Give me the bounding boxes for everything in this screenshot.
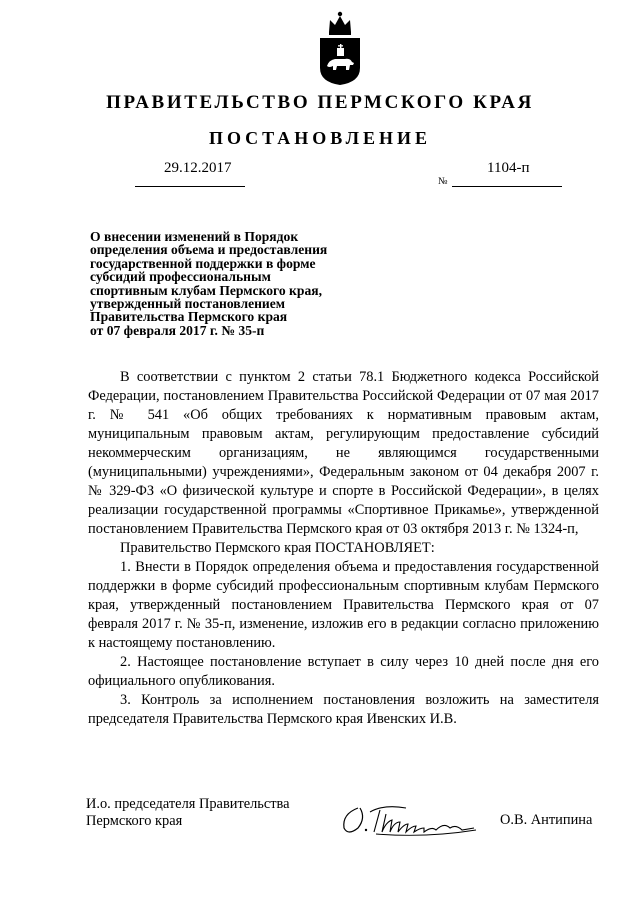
- perm-krai-coat-of-arms-icon: [315, 8, 365, 86]
- document-body: [88, 368, 599, 729]
- title-line: спортивным клубам Пермского края,: [90, 282, 323, 298]
- item-1-paragraph: 1. Внести в Порядок определения объема и предоставления государственной поддержки в форме субсидий профессиональным спортивным клубам Пермского края, утвержденный постановлением Правительства Пермского края от 07 февраля 2017 г. № 35-п, изменение, изложив его в редакции согласно приложению к настоящему постановлению.: [88, 559, 599, 651]
- document-date: 29.12.2017: [164, 160, 232, 176]
- document-type: ПОСТАНОВЛЕНИЕ: [208, 128, 432, 148]
- resolution-clause: Правительство Пермского края ПОСТАНОВЛЯЕТ:: [120, 540, 435, 556]
- document-title: [90, 230, 390, 337]
- title-line: определения объема и предоставления: [90, 242, 328, 258]
- item-2-paragraph: 2. Настоящее постановление вступает в силу через 10 дней после дня его официального опубликования.: [88, 654, 599, 689]
- item-3-paragraph: 3. Контроль за исполнением постановления возложить на заместителя председателя Правительства Пермского края Ивенских И.В.: [88, 692, 599, 727]
- number-underline: [452, 186, 562, 187]
- date-underline: [135, 186, 245, 187]
- title-line: утвержденный постановлением: [90, 296, 286, 312]
- number-sign: №: [438, 176, 448, 187]
- title-line: Правительства Пермского края: [90, 309, 288, 325]
- title-line: субсидий профессиональным: [90, 269, 271, 285]
- title-line: государственной поддержки в форме: [90, 255, 316, 271]
- signatory-position: [86, 796, 290, 830]
- title-line: О внесении изменений в Порядок: [90, 229, 299, 244]
- title-line: от 07 февраля 2017 г. № 35-п: [90, 322, 265, 338]
- preamble-paragraph: В соответствии с пунктом 2 статьи 78.1 Бюджетного кодекса Российской Федерации, постановлением Правительства Российской Федерации от 07 мая 2017 г. № 541 «Об общих требованиях к нормативным правовым актам, муниципальным правовым актам, регулирующим предоставление субсидий некоммерческим организациям, не являющимся государственными (муниципальными) учреждениями», Федеральным законом от 04 декабря 2007 г. № 329-ФЗ «О физической культуре и спорте в Российской Федерации», в целях реализации государственной программы «Спортивное Прикамье», утвержденной постановлением Правительства Пермского края от 03 октября 2013 г. № 1324-п,: [88, 369, 599, 537]
- position-line: Пермского края: [86, 813, 183, 829]
- government-name: ПРАВИТЕЛЬСТВО ПЕРМСКОГО КРАЯ: [106, 92, 534, 113]
- position-line: И.о. председателя Правительства: [86, 796, 290, 812]
- document-number: 1104-п: [487, 160, 530, 176]
- handwritten-signature-icon: [336, 800, 486, 840]
- signatory-name: О.В. Антипина: [500, 812, 593, 828]
